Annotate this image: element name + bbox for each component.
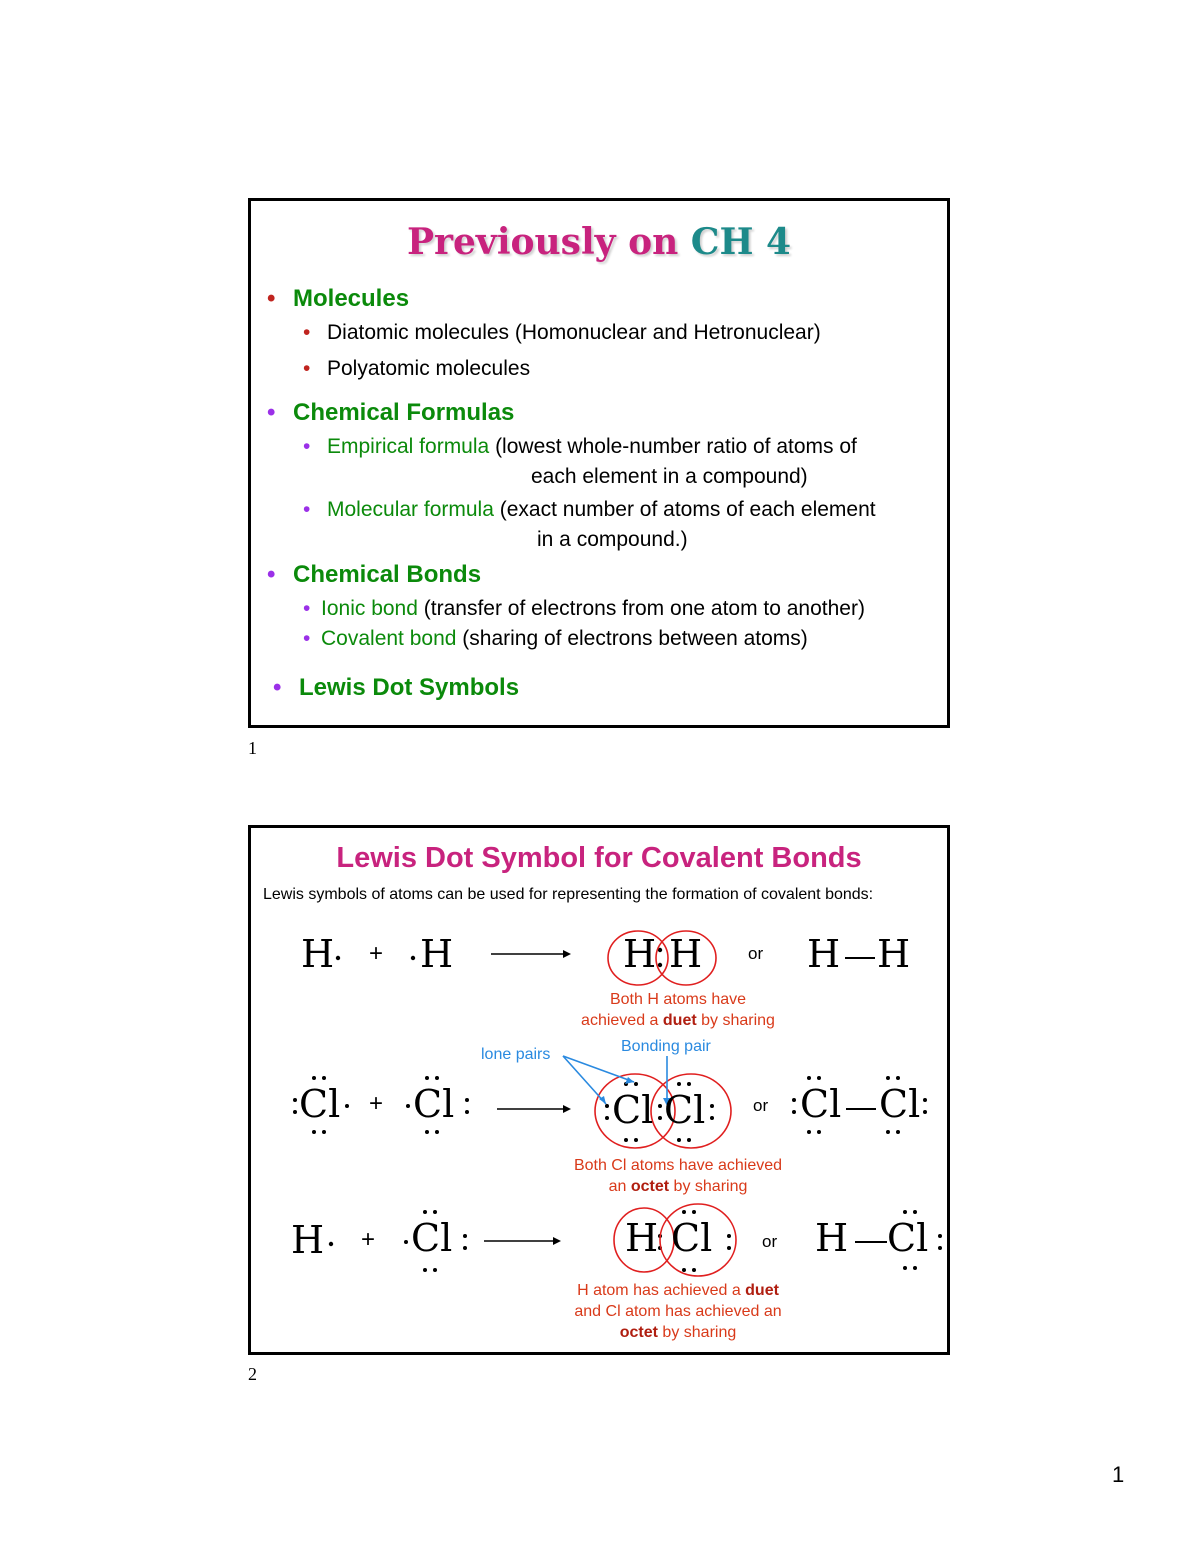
bullet-polyatomic: • Polyatomic molecules <box>303 357 531 380</box>
slide-2-title: Lewis Dot Symbol for Covalent Bonds <box>336 842 862 874</box>
bullet-covalent-bond: • Covalent bond (sharing of electrons between atoms) <box>303 627 808 650</box>
bullet-chemical-bonds: • Chemical Bonds <box>267 561 482 588</box>
h-atom-2: H <box>420 932 454 976</box>
plus-sign-2: + <box>369 1090 384 1117</box>
hcl-h: H <box>625 1216 659 1260</box>
cl-atom-3: Cl <box>411 1216 453 1260</box>
slide-2-subtitle: Lewis symbols of atoms can be used for representing the formation of covalent bonds: <box>263 886 874 903</box>
bullet-diatomic: • Diatomic molecules (Homonuclear and Hetronuclear) <box>303 321 821 344</box>
or-label-1: or <box>748 944 764 963</box>
hcl-cl: Cl <box>671 1216 713 1260</box>
cl-cl-right: Cl <box>879 1082 921 1126</box>
slide-1 <box>248 198 950 728</box>
h-h-right: H <box>877 932 911 976</box>
clcl-left-cl: Cl <box>612 1088 654 1132</box>
plus-sign-1: + <box>369 940 384 967</box>
lewis-diagram-graphics <box>251 828 947 1352</box>
note-hh-duet: Both H atoms have achieved a duet by sharing <box>581 991 775 1029</box>
slide-1-number: 1 <box>248 738 257 758</box>
bullet-molecules: • Molecules <box>267 285 410 312</box>
cl-cl-left: Cl <box>800 1082 842 1126</box>
h-atom-3: H <box>291 1218 325 1262</box>
bullet-ionic-bond: • Ionic bond (transfer of electrons from one atom to another) <box>303 597 865 620</box>
bullet-empirical-formula: • Empirical formula (lowest whole-number ratio of atoms of <box>303 435 857 458</box>
cl-atom-2: Cl <box>413 1082 455 1126</box>
or-label-2: or <box>753 1096 769 1115</box>
molecular-formula-desc-line2: in a compound.) <box>537 528 688 551</box>
page-number: 1 <box>1112 1462 1125 1487</box>
bullet-lewis-dot-symbols: • Lewis Dot Symbols <box>273 674 520 701</box>
empirical-formula-desc-line2: each element in a compound) <box>531 465 808 488</box>
slide-2-number: 2 <box>248 1364 257 1384</box>
or-label-3: or <box>762 1232 778 1251</box>
hh-right-h: H <box>669 932 703 976</box>
h-cl-h: H <box>815 1216 849 1260</box>
bonding-pair-label: Bonding pair <box>621 1038 711 1055</box>
cl-atom-1: Cl <box>299 1082 341 1126</box>
h-h-left: H <box>807 932 841 976</box>
bullet-molecular-formula: • Molecular formula (exact number of atoms of each element <box>303 498 876 521</box>
bullet-chemical-formulas: • Chemical Formulas <box>267 399 515 426</box>
h-atom-1: H <box>301 932 335 976</box>
lone-pairs-label: lone pairs <box>481 1046 551 1063</box>
clcl-right-cl: Cl <box>664 1088 706 1132</box>
slide-1-title: Previously on CH 4 <box>406 221 792 263</box>
slide-2 <box>248 825 950 1355</box>
hh-left-h: H <box>623 932 657 976</box>
plus-sign-3: + <box>361 1226 376 1253</box>
note-hcl: H atom has achieved a duet and Cl atom has achieved an octet by sharing <box>574 1282 782 1341</box>
h-cl-cl: Cl <box>887 1216 929 1260</box>
note-clcl-octet: Both Cl atoms have achieved an octet by sharing <box>573 1157 783 1195</box>
